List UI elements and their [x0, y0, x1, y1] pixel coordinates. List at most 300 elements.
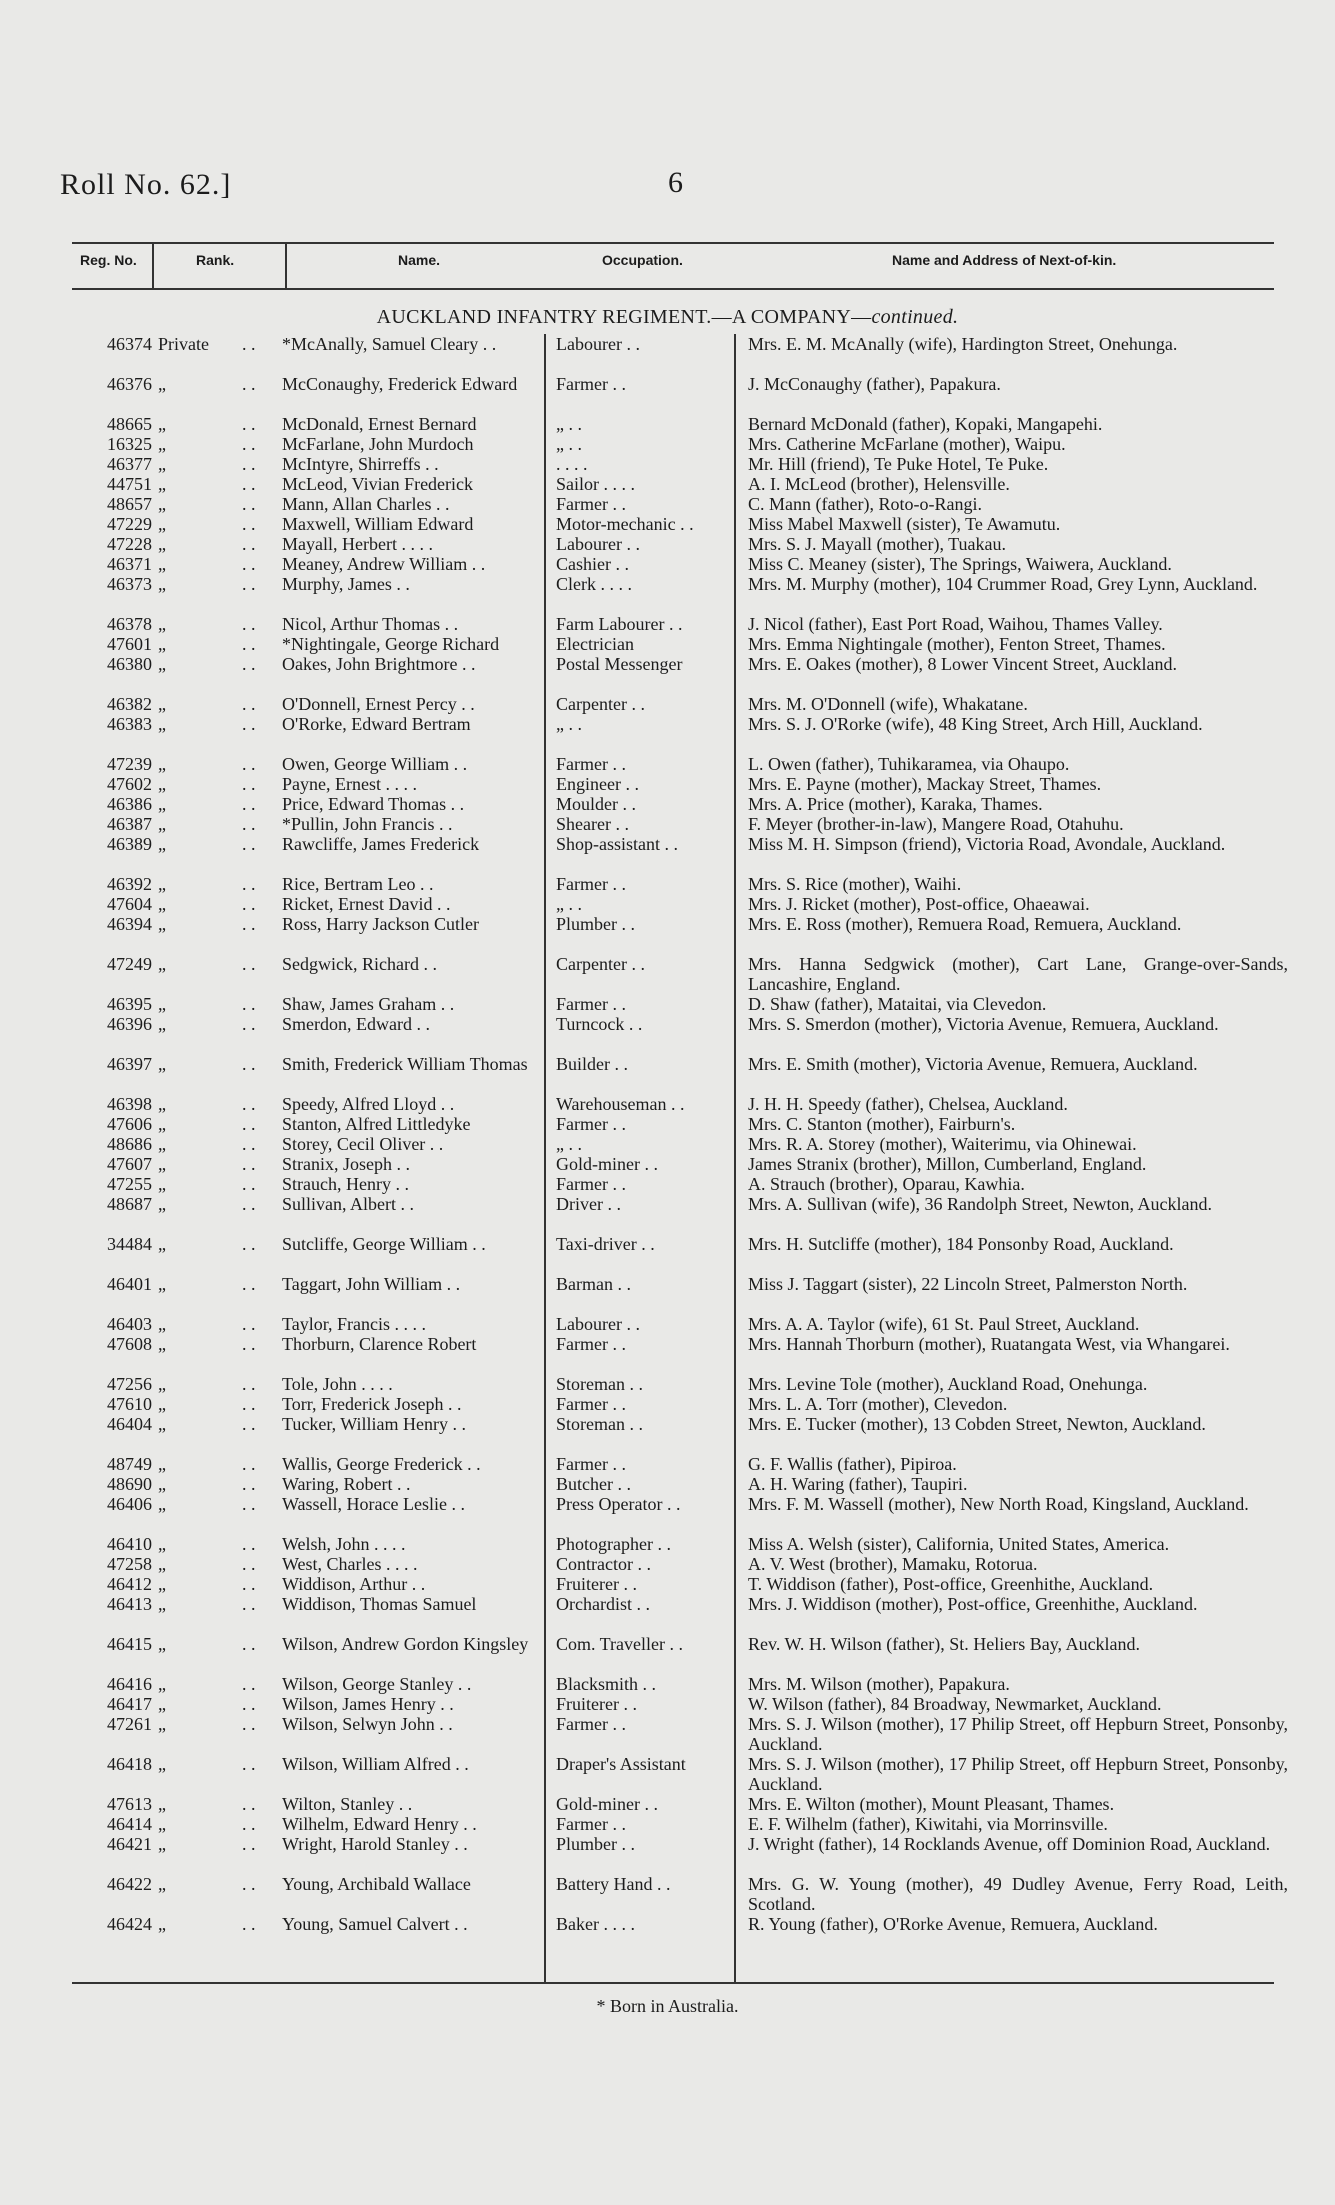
- table-row: [0, 1414, 1335, 1454]
- table-row: [0, 1754, 1335, 1794]
- header-bottom-rule: [72, 288, 1274, 290]
- rank-cell: „: [158, 834, 166, 854]
- rank-leader-dots: . .: [242, 834, 256, 854]
- next-of-kin-cell: C. Mann (father), Roto-o-Rangi.: [748, 494, 982, 514]
- occupation-cell: Labourer . .: [556, 1314, 640, 1334]
- occupation-cell: Engineer . .: [556, 774, 639, 794]
- rank-cell: „: [158, 1094, 166, 1114]
- rank-leader-dots: . .: [242, 874, 256, 894]
- occupation-cell: Turncock . .: [556, 1014, 643, 1034]
- rank-cell: „: [158, 1574, 166, 1594]
- reg-no-cell: 46401: [107, 1274, 152, 1294]
- name-cell: Widdison, Arthur . .: [282, 1574, 426, 1594]
- next-of-kin-cell: James Stranix (brother), Millon, Cumberland, England.: [748, 1154, 1147, 1174]
- occupation-cell: Labourer . .: [556, 534, 640, 554]
- next-of-kin-cell: Mrs. G. W. Young (mother), 49 Dudley Avenue, Ferry Road, Leith, Scotland.: [748, 1874, 1288, 1914]
- reg-no-cell: 46374: [107, 334, 152, 354]
- table-row: [0, 494, 1335, 514]
- name-cell: Stranix, Joseph . .: [282, 1154, 410, 1174]
- rank-cell: „: [158, 1874, 166, 1894]
- next-of-kin-cell: Mrs. H. Sutcliffe (mother), 184 Ponsonby Road, Auckland.: [748, 1234, 1174, 1254]
- name-cell: Mayall, Herbert . . . .: [282, 534, 433, 554]
- table-row: [0, 694, 1335, 714]
- roll-title: Roll No. 62.]: [60, 168, 232, 201]
- rank-cell: „: [158, 1594, 166, 1614]
- rank-leader-dots: . .: [242, 954, 256, 974]
- reg-no-cell: 47613: [107, 1794, 152, 1814]
- reg-no-cell: 47249: [107, 954, 152, 974]
- occupation-cell: „ . .: [556, 894, 582, 914]
- rank-leader-dots: . .: [242, 1694, 256, 1714]
- next-of-kin-cell: F. Meyer (brother-in-law), Mangere Road, Otahuhu.: [748, 814, 1124, 834]
- name-cell: Strauch, Henry . .: [282, 1174, 409, 1194]
- name-cell: Widdison, Thomas Samuel: [282, 1594, 477, 1614]
- name-cell: Wallis, George Frederick . .: [282, 1454, 481, 1474]
- rank-leader-dots: . .: [242, 1454, 256, 1474]
- rank-cell: „: [158, 1234, 166, 1254]
- occupation-cell: Warehouseman . .: [556, 1094, 685, 1114]
- table-row: [0, 1374, 1335, 1394]
- occupation-cell: Farmer . .: [556, 1394, 626, 1414]
- rank-leader-dots: . .: [242, 534, 256, 554]
- name-cell: Thorburn, Clarence Robert: [282, 1334, 477, 1354]
- rank-cell: „: [158, 714, 166, 734]
- occupation-cell: Draper's Assistant: [556, 1754, 686, 1774]
- next-of-kin-cell: Mrs. L. A. Torr (mother), Clevedon.: [748, 1394, 1008, 1414]
- rank-leader-dots: . .: [242, 1014, 256, 1034]
- next-of-kin-cell: J. Wright (father), 14 Rocklands Avenue, off Dominion Road, Auckland.: [748, 1834, 1271, 1854]
- occupation-cell: Press Operator . .: [556, 1494, 681, 1514]
- occupation-cell: Butcher . .: [556, 1474, 631, 1494]
- reg-no-cell: 46413: [107, 1594, 152, 1614]
- occupation-cell: Storeman . .: [556, 1374, 643, 1394]
- reg-no-cell: 46371: [107, 554, 152, 574]
- occupation-cell: Blacksmith . .: [556, 1674, 656, 1694]
- occupation-cell: Postal Messenger: [556, 654, 683, 674]
- next-of-kin-cell: L. Owen (father), Tuhikaramea, via Ohaupo.: [748, 754, 1070, 774]
- occupation-cell: Electrician: [556, 634, 634, 654]
- table-row: [0, 1234, 1335, 1274]
- reg-no-cell: 47261: [107, 1714, 152, 1734]
- next-of-kin-cell: Mrs. F. M. Wassell (mother), New North Road, Kingsland, Auckland.: [748, 1494, 1249, 1514]
- occupation-cell: Cashier . .: [556, 554, 629, 574]
- name-cell: Tole, John . . . .: [282, 1374, 393, 1394]
- occupation-cell: „ . .: [556, 714, 582, 734]
- table-row: [0, 954, 1335, 994]
- rank-cell: „: [158, 794, 166, 814]
- name-cell: McIntyre, Shirreffs . .: [282, 454, 439, 474]
- table-row: [0, 1694, 1335, 1714]
- next-of-kin-cell: G. F. Wallis (father), Pipiroa.: [748, 1454, 957, 1474]
- rank-cell: „: [158, 774, 166, 794]
- rank-leader-dots: . .: [242, 474, 256, 494]
- reg-no-cell: 46415: [107, 1634, 152, 1654]
- reg-no-cell: 47601: [107, 634, 152, 654]
- table-row: [0, 1394, 1335, 1414]
- name-cell: Ross, Harry Jackson Cutler: [282, 914, 479, 934]
- reg-no-cell: 47610: [107, 1394, 152, 1414]
- rank-leader-dots: . .: [242, 1554, 256, 1574]
- rank-leader-dots: . .: [242, 1134, 256, 1154]
- rank-leader-dots: . .: [242, 574, 256, 594]
- name-cell: Speedy, Alfred Lloyd . .: [282, 1094, 455, 1114]
- table-row: [0, 1454, 1335, 1474]
- next-of-kin-cell: Mrs. J. Widdison (mother), Post-office, Greenhithe, Auckland.: [748, 1594, 1198, 1614]
- table-row: [0, 1914, 1335, 1934]
- reg-no-cell: 46398: [107, 1094, 152, 1114]
- next-of-kin-cell: Mrs. S. Smerdon (mother), Victoria Avenue, Remuera, Auckland.: [748, 1014, 1219, 1034]
- reg-no-cell: 46389: [107, 834, 152, 854]
- rank-leader-dots: . .: [242, 754, 256, 774]
- table-row: [0, 514, 1335, 534]
- column-header-name: Name.: [398, 252, 441, 268]
- next-of-kin-cell: Mrs. C. Stanton (mother), Fairburn's.: [748, 1114, 1016, 1134]
- name-cell: Storey, Cecil Oliver . .: [282, 1134, 444, 1154]
- occupation-cell: Farm Labourer . .: [556, 614, 683, 634]
- rank-cell: „: [158, 534, 166, 554]
- reg-no-cell: 46404: [107, 1414, 152, 1434]
- name-cell: Wilhelm, Edward Henry . .: [282, 1814, 477, 1834]
- next-of-kin-cell: Mrs. Hanna Sedgwick (mother), Cart Lane, Grange-over-Sands, Lancashire, England.: [748, 954, 1288, 994]
- reg-no-cell: 46382: [107, 694, 152, 714]
- reg-no-cell: 34484: [107, 1234, 152, 1254]
- rank-cell: „: [158, 1134, 166, 1154]
- rank-leader-dots: . .: [242, 1814, 256, 1834]
- table-row: [0, 454, 1335, 474]
- rank-cell: „: [158, 994, 166, 1014]
- rank-cell: „: [158, 654, 166, 674]
- table-row: [0, 874, 1335, 894]
- name-cell: Sedgwick, Richard . .: [282, 954, 437, 974]
- rank-cell: „: [158, 1914, 166, 1934]
- name-cell: Rawcliffe, James Frederick: [282, 834, 480, 854]
- reg-no-cell: 46394: [107, 914, 152, 934]
- name-cell: Wilson, Andrew Gordon Kingsley: [282, 1634, 529, 1654]
- table-row: [0, 794, 1335, 814]
- next-of-kin-cell: Miss J. Taggart (sister), 22 Lincoln Street, Palmerston North.: [748, 1274, 1188, 1294]
- rank-cell: „: [158, 1714, 166, 1734]
- name-cell: Taylor, Francis . . . .: [282, 1314, 426, 1334]
- name-cell: Price, Edward Thomas . .: [282, 794, 465, 814]
- rank-leader-dots: . .: [242, 1494, 256, 1514]
- occupation-cell: „ . .: [556, 434, 582, 454]
- table-bottom-rule: [72, 1982, 1274, 1984]
- table-row: [0, 1814, 1335, 1834]
- rank-leader-dots: . .: [242, 654, 256, 674]
- reg-no-cell: 46373: [107, 574, 152, 594]
- rank-leader-dots: . .: [242, 914, 256, 934]
- section-continued: continued.: [871, 306, 959, 328]
- name-cell: McConaughy, Frederick Edward: [282, 374, 518, 394]
- table-row: [0, 894, 1335, 914]
- name-cell: Wilson, William Alfred . .: [282, 1754, 469, 1774]
- name-cell: Waring, Robert . .: [282, 1474, 411, 1494]
- table-row: [0, 714, 1335, 754]
- occupation-cell: Gold-miner . .: [556, 1794, 658, 1814]
- rank-cell: „: [158, 1054, 166, 1074]
- rank-leader-dots: . .: [242, 1174, 256, 1194]
- table-row: [0, 754, 1335, 774]
- table-row: [0, 1874, 1335, 1914]
- occupation-cell: Farmer . .: [556, 1114, 626, 1134]
- rank-leader-dots: . .: [242, 1314, 256, 1334]
- column-header-rank: Rank.: [196, 252, 235, 268]
- name-cell: Wilson, Selwyn John . .: [282, 1714, 453, 1734]
- name-cell: Rice, Bertram Leo . .: [282, 874, 434, 894]
- rank-leader-dots: . .: [242, 1334, 256, 1354]
- next-of-kin-cell: A. I. McLeod (brother), Helensville.: [748, 474, 1010, 494]
- rank-leader-dots: . .: [242, 1274, 256, 1294]
- table-row: [0, 1334, 1335, 1374]
- reg-no-cell: 47256: [107, 1374, 152, 1394]
- table-row: [0, 374, 1335, 414]
- name-cell: *Pullin, John Francis . .: [282, 814, 453, 834]
- rank-leader-dots: . .: [242, 514, 256, 534]
- next-of-kin-cell: Miss C. Meaney (sister), The Springs, Waiwera, Auckland.: [748, 554, 1172, 574]
- name-cell: Taggart, John William . .: [282, 1274, 461, 1294]
- next-of-kin-cell: J. Nicol (father), East Port Road, Waihou, Thames Valley.: [748, 614, 1163, 634]
- occupation-cell: Baker . . . .: [556, 1914, 635, 1934]
- reg-no-cell: 46386: [107, 794, 152, 814]
- rank-cell: „: [158, 1274, 166, 1294]
- table-row: [0, 1274, 1335, 1314]
- table-row: [0, 414, 1335, 434]
- reg-no-cell: 47606: [107, 1114, 152, 1134]
- rank-cell: „: [158, 1754, 166, 1774]
- reg-no-cell: 46380: [107, 654, 152, 674]
- reg-no-cell: 46376: [107, 374, 152, 394]
- rank-leader-dots: . .: [242, 494, 256, 514]
- occupation-cell: Driver . .: [556, 1194, 621, 1214]
- reg-no-cell: 46397: [107, 1054, 152, 1074]
- table-row: [0, 1494, 1335, 1534]
- reg-no-cell: 46421: [107, 1834, 152, 1854]
- name-cell: West, Charles . . . .: [282, 1554, 418, 1574]
- table-row: [0, 554, 1335, 574]
- reg-no-cell: 48657: [107, 494, 152, 514]
- name-cell: *Nightingale, George Richard: [282, 634, 500, 654]
- reg-no-cell: 16325: [107, 434, 152, 454]
- next-of-kin-cell: J. H. H. Speedy (father), Chelsea, Auckland.: [748, 1094, 1068, 1114]
- rank-leader-dots: . .: [242, 614, 256, 634]
- table-row: [0, 1634, 1335, 1674]
- rank-leader-dots: . .: [242, 374, 256, 394]
- occupation-cell: Moulder . .: [556, 794, 636, 814]
- occupation-cell: „ . .: [556, 1134, 582, 1154]
- rank-cell: „: [158, 814, 166, 834]
- table-row: [0, 1014, 1335, 1054]
- table-row: [0, 1194, 1335, 1234]
- name-cell: Smith, Frederick William Thomas: [282, 1054, 528, 1074]
- rank-cell: „: [158, 1694, 166, 1714]
- name-cell: Wilson, George Stanley . .: [282, 1674, 472, 1694]
- table-row: [0, 654, 1335, 694]
- name-cell: Wassell, Horace Leslie . .: [282, 1494, 465, 1514]
- table-row: [0, 1554, 1335, 1574]
- next-of-kin-cell: Mrs. S. J. Wilson (mother), 17 Philip Street, off Hepburn Street, Ponsonby, Auckland.: [748, 1754, 1288, 1794]
- column-header-reg-no: Reg. No.: [80, 252, 137, 268]
- next-of-kin-cell: J. McConaughy (father), Papakura.: [748, 374, 1001, 394]
- occupation-cell: Sailor . . . .: [556, 474, 635, 494]
- next-of-kin-cell: Mrs. Catherine McFarlane (mother), Waipu.: [748, 434, 1066, 454]
- next-of-kin-cell: Miss M. H. Simpson (friend), Victoria Road, Avondale, Auckland.: [748, 834, 1226, 854]
- rank-leader-dots: . .: [242, 1714, 256, 1734]
- name-cell: Maxwell, William Edward: [282, 514, 474, 534]
- name-cell: Payne, Ernest . . . .: [282, 774, 417, 794]
- next-of-kin-cell: Mrs. E. Smith (mother), Victoria Avenue, Remuera, Auckland.: [748, 1054, 1198, 1074]
- table-row: [0, 1534, 1335, 1554]
- name-cell: Wilson, James Henry . .: [282, 1694, 454, 1714]
- occupation-cell: Farmer . .: [556, 1174, 626, 1194]
- table-row: [0, 774, 1335, 794]
- next-of-kin-cell: Miss A. Welsh (sister), California, United States, America.: [748, 1534, 1170, 1554]
- rank-cell: „: [158, 374, 166, 394]
- occupation-cell: Battery Hand . .: [556, 1874, 671, 1894]
- name-cell: Tucker, William Henry . .: [282, 1414, 467, 1434]
- rank-cell: „: [158, 1314, 166, 1334]
- next-of-kin-cell: Mrs. E. Tucker (mother), 13 Cobden Street, Newton, Auckland.: [748, 1414, 1206, 1434]
- rank-cell: „: [158, 1194, 166, 1214]
- next-of-kin-cell: Mrs. Levine Tole (mother), Auckland Road, Onehunga.: [748, 1374, 1148, 1394]
- reg-no-cell: 46377: [107, 454, 152, 474]
- reg-no-cell: 48687: [107, 1194, 152, 1214]
- rank-cell: „: [158, 1414, 166, 1434]
- name-cell: Meaney, Andrew William . .: [282, 554, 486, 574]
- rank-leader-dots: . .: [242, 794, 256, 814]
- column-header-occupation: Occupation.: [602, 252, 683, 268]
- rank-cell: „: [158, 634, 166, 654]
- name-cell: McLeod, Vivian Frederick: [282, 474, 474, 494]
- next-of-kin-cell: Mrs. E. Oakes (mother), 8 Lower Vincent Street, Auckland.: [748, 654, 1177, 674]
- footnote: * Born in Australia.: [596, 1996, 739, 2016]
- table-row: [0, 334, 1335, 374]
- reg-no-cell: 46416: [107, 1674, 152, 1694]
- rank-leader-dots: . .: [242, 1414, 256, 1434]
- rank-leader-dots: . .: [242, 414, 256, 434]
- reg-no-cell: 46412: [107, 1574, 152, 1594]
- rank-cell: „: [158, 874, 166, 894]
- reg-no-cell: 44751: [107, 474, 152, 494]
- next-of-kin-cell: Mrs. A. Sullivan (wife), 36 Randolph Street, Newton, Auckland.: [748, 1194, 1212, 1214]
- occupation-cell: Taxi-driver . .: [556, 1234, 655, 1254]
- occupation-cell: Photographer . .: [556, 1534, 671, 1554]
- header-top-rule: [72, 242, 1274, 244]
- rank-cell: „: [158, 1674, 166, 1694]
- next-of-kin-cell: R. Young (father), O'Rorke Avenue, Remuera, Auckland.: [748, 1914, 1158, 1934]
- rank-cell: „: [158, 474, 166, 494]
- occupation-cell: Orchardist . .: [556, 1594, 650, 1614]
- occupation-cell: Contractor . .: [556, 1554, 651, 1574]
- name-cell: Welsh, John . . . .: [282, 1534, 406, 1554]
- column-header-next-of-kin: Name and Address of Next-of-kin.: [892, 252, 1117, 268]
- section-title-text: AUCKLAND INFANTRY REGIMENT.—A COMPANY—: [376, 306, 872, 328]
- table-row: [0, 1714, 1335, 1754]
- rank-cell: „: [158, 414, 166, 434]
- reg-no-cell: 46422: [107, 1874, 152, 1894]
- reg-no-cell: 46410: [107, 1534, 152, 1554]
- next-of-kin-cell: T. Widdison (father), Post-office, Greenhithe, Auckland.: [748, 1574, 1154, 1594]
- reg-no-cell: 48665: [107, 414, 152, 434]
- reg-no-cell: 46406: [107, 1494, 152, 1514]
- rank-leader-dots: . .: [242, 1834, 256, 1854]
- next-of-kin-cell: Mrs. Emma Nightingale (mother), Fenton Street, Thames.: [748, 634, 1166, 654]
- table-row: [0, 834, 1335, 874]
- rank-cell: „: [158, 954, 166, 974]
- rank-leader-dots: . .: [242, 894, 256, 914]
- table-row: [0, 614, 1335, 634]
- next-of-kin-cell: Mrs. M. O'Donnell (wife), Whakatane.: [748, 694, 1028, 714]
- name-cell: Murphy, James . .: [282, 574, 410, 594]
- table-row: [0, 1474, 1335, 1494]
- rank-cell: „: [158, 454, 166, 474]
- name-cell: Young, Archibald Wallace: [282, 1874, 471, 1894]
- name-cell: Smerdon, Edward . .: [282, 1014, 430, 1034]
- next-of-kin-cell: Mr. Hill (friend), Te Puke Hotel, Te Puke.: [748, 454, 1049, 474]
- table-row: [0, 434, 1335, 454]
- rank-cell: „: [158, 1174, 166, 1194]
- rank-cell: „: [158, 1474, 166, 1494]
- rank-cell: „: [158, 1454, 166, 1474]
- rank-cell: „: [158, 1494, 166, 1514]
- table-row: [0, 534, 1335, 554]
- occupation-cell: Farmer . .: [556, 1454, 626, 1474]
- occupation-cell: Farmer . .: [556, 994, 626, 1014]
- reg-no-cell: 46383: [107, 714, 152, 734]
- section-title: [0, 306, 1335, 329]
- rank-leader-dots: . .: [242, 554, 256, 574]
- table-row: [0, 1134, 1335, 1154]
- next-of-kin-cell: Mrs. Hannah Thorburn (mother), Ruatangata West, via Whangarei.: [748, 1334, 1230, 1354]
- reg-no-cell: 46396: [107, 1014, 152, 1034]
- rank-leader-dots: . .: [242, 714, 256, 734]
- rank-cell: „: [158, 574, 166, 594]
- table-row: [0, 1674, 1335, 1694]
- occupation-cell: „ . .: [556, 414, 582, 434]
- table-row: [0, 474, 1335, 494]
- table-row: [0, 1154, 1335, 1174]
- table-row: [0, 1314, 1335, 1334]
- name-cell: Mann, Allan Charles . .: [282, 494, 450, 514]
- rank-cell: „: [158, 1114, 166, 1134]
- rank-cell: „: [158, 494, 166, 514]
- rank-leader-dots: . .: [242, 1594, 256, 1614]
- next-of-kin-cell: Mrs. E. M. McAnally (wife), Hardington Street, Onehunga.: [748, 334, 1178, 354]
- rank-cell: „: [158, 694, 166, 714]
- next-of-kin-cell: E. F. Wilhelm (father), Kiwitahi, via Morrinsville.: [748, 1814, 1108, 1834]
- rank-leader-dots: . .: [242, 454, 256, 474]
- reg-no-cell: 47258: [107, 1554, 152, 1574]
- next-of-kin-cell: Mrs. S. Rice (mother), Waihi.: [748, 874, 962, 894]
- occupation-cell: Plumber . .: [556, 1834, 635, 1854]
- column-divider: [152, 242, 154, 290]
- reg-no-cell: 47239: [107, 754, 152, 774]
- next-of-kin-cell: Bernard McDonald (father), Kopaki, Mangapehi.: [748, 414, 1103, 434]
- next-of-kin-cell: Mrs. A. Price (mother), Karaka, Thames.: [748, 794, 1043, 814]
- next-of-kin-cell: Mrs. S. J. Wilson (mother), 17 Philip Street, off Hepburn Street, Ponsonby, Auckland.: [748, 1714, 1288, 1754]
- roll-table: [0, 334, 1335, 1934]
- next-of-kin-cell: Rev. W. H. Wilson (father), St. Heliers Bay, Auckland.: [748, 1634, 1141, 1654]
- name-cell: Wright, Harold Stanley . .: [282, 1834, 468, 1854]
- rank-leader-dots: . .: [242, 1874, 256, 1894]
- rank-leader-dots: . .: [242, 1394, 256, 1414]
- table-row: [0, 1054, 1335, 1094]
- rank-cell: „: [158, 894, 166, 914]
- name-cell: Ricket, Ernest David . .: [282, 894, 451, 914]
- rank-leader-dots: . .: [242, 1234, 256, 1254]
- name-cell: Stanton, Alfred Littledyke: [282, 1114, 471, 1134]
- occupation-cell: Farmer . .: [556, 374, 626, 394]
- reg-no-cell: 46414: [107, 1814, 152, 1834]
